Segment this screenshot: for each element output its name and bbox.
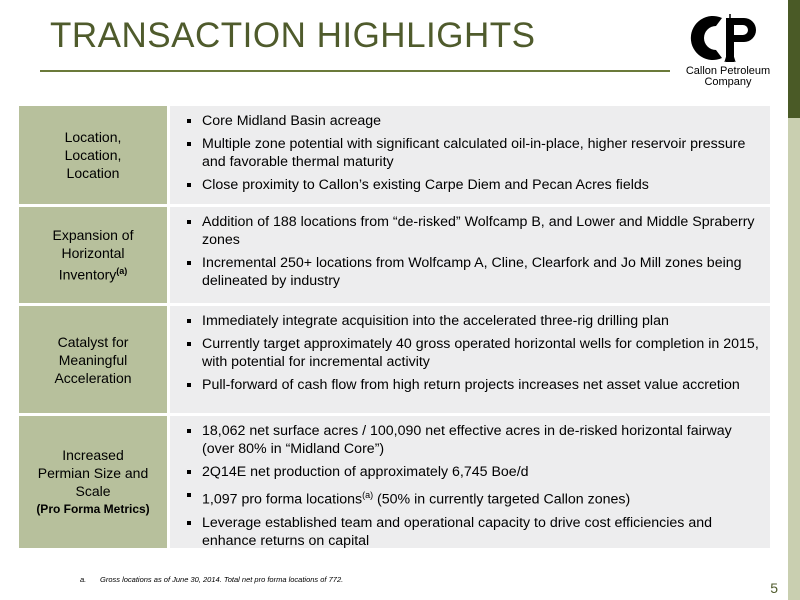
list-item: Leverage established team and operational capacity to drive cost efficiencies and enhance returns on capital bbox=[184, 514, 760, 550]
row-label-line: Meaningful bbox=[58, 351, 128, 368]
list-item-text-tail: (50% in currently targeted Callon zones) bbox=[373, 491, 631, 508]
footnote bbox=[80, 575, 343, 584]
row-label-line: Location bbox=[66, 165, 120, 181]
row-label-line: Scale bbox=[75, 483, 111, 499]
table-row bbox=[19, 106, 770, 204]
highlights-table bbox=[19, 106, 770, 551]
page-number: 5 bbox=[770, 580, 778, 596]
list-item-text: 1,097 pro forma locations bbox=[202, 491, 363, 508]
footnote-text: Gross locations as of June 30, 2014. Total net pro forma locations of 772. bbox=[100, 575, 344, 584]
list-item: Incremental 250+ locations from Wolfcamp A, Cline, Clearfork and Jo Mill zones being delineated by industry bbox=[184, 254, 760, 290]
row-label bbox=[19, 207, 167, 303]
list-item: Currently target approximately 40 gross operated horizontal wells for completion in 2015, with potential for incremental activity bbox=[184, 335, 760, 371]
row-label bbox=[19, 416, 167, 548]
row-label bbox=[19, 106, 167, 204]
list-item: Addition of 188 locations from “de-risked” Wolfcamp B, and Lower and Middle Spraberry zones bbox=[184, 213, 760, 249]
row-label-subtitle: (Pro Forma Metrics) bbox=[36, 502, 150, 516]
row-label-line: Acceleration bbox=[54, 369, 132, 386]
row-label-line: Increased bbox=[62, 447, 124, 463]
row-label-line bbox=[59, 262, 128, 284]
page-title: TRANSACTION HIGHLIGHTS bbox=[50, 16, 536, 55]
table-row bbox=[19, 416, 770, 548]
logo-text-line1: Callon Petroleum bbox=[685, 65, 771, 77]
row-label-line: Location, bbox=[64, 129, 122, 145]
side-bar-light bbox=[788, 118, 800, 600]
row-label-line: Expansion of bbox=[52, 227, 134, 244]
list-item bbox=[184, 486, 760, 509]
row-content bbox=[170, 416, 770, 548]
footnote-letter: a. bbox=[80, 575, 87, 584]
footnote-marker: (a) bbox=[362, 490, 374, 500]
list-item: Core Midland Basin acreage bbox=[184, 112, 760, 130]
row-label-line: Permian Size and bbox=[37, 465, 149, 481]
list-item: 18,062 net surface acres / 100,090 net effective acres in de-risked horizontal fairway (over 80% in “Midland Core”) bbox=[184, 422, 760, 458]
row-label-line: Location, bbox=[64, 147, 122, 163]
logo-text-line2: Company bbox=[704, 76, 752, 88]
list-item: Immediately integrate acquisition into the accelerated three-rig drilling plan bbox=[184, 312, 760, 330]
list-item: Close proximity to Callon’s existing Carpe Diem and Pecan Acres fields bbox=[184, 176, 760, 194]
footnote-marker: (a) bbox=[116, 266, 128, 277]
row-label-line: Horizontal bbox=[61, 245, 125, 262]
callon-logo-icon bbox=[678, 10, 778, 66]
list-item: Pull-forward of cash flow from high return projects increases net asset value accretion bbox=[184, 376, 760, 394]
row-label-line: Catalyst for bbox=[57, 333, 129, 350]
list-item: 2Q14E net production of approximately 6,745 Boe/d bbox=[184, 463, 760, 481]
company-logo bbox=[678, 10, 778, 90]
side-bar-dark bbox=[788, 0, 800, 118]
row-label-text: Inventory bbox=[58, 266, 117, 283]
row-content bbox=[170, 207, 770, 303]
list-item: Multiple zone potential with significant calculated oil-in-place, higher reservoir pressure and favorable thermal maturity bbox=[184, 135, 760, 171]
row-label bbox=[19, 306, 167, 413]
table-row bbox=[19, 306, 770, 413]
row-content bbox=[170, 106, 770, 204]
table-row bbox=[19, 207, 770, 303]
title-underline bbox=[40, 70, 670, 72]
row-content bbox=[170, 306, 770, 413]
